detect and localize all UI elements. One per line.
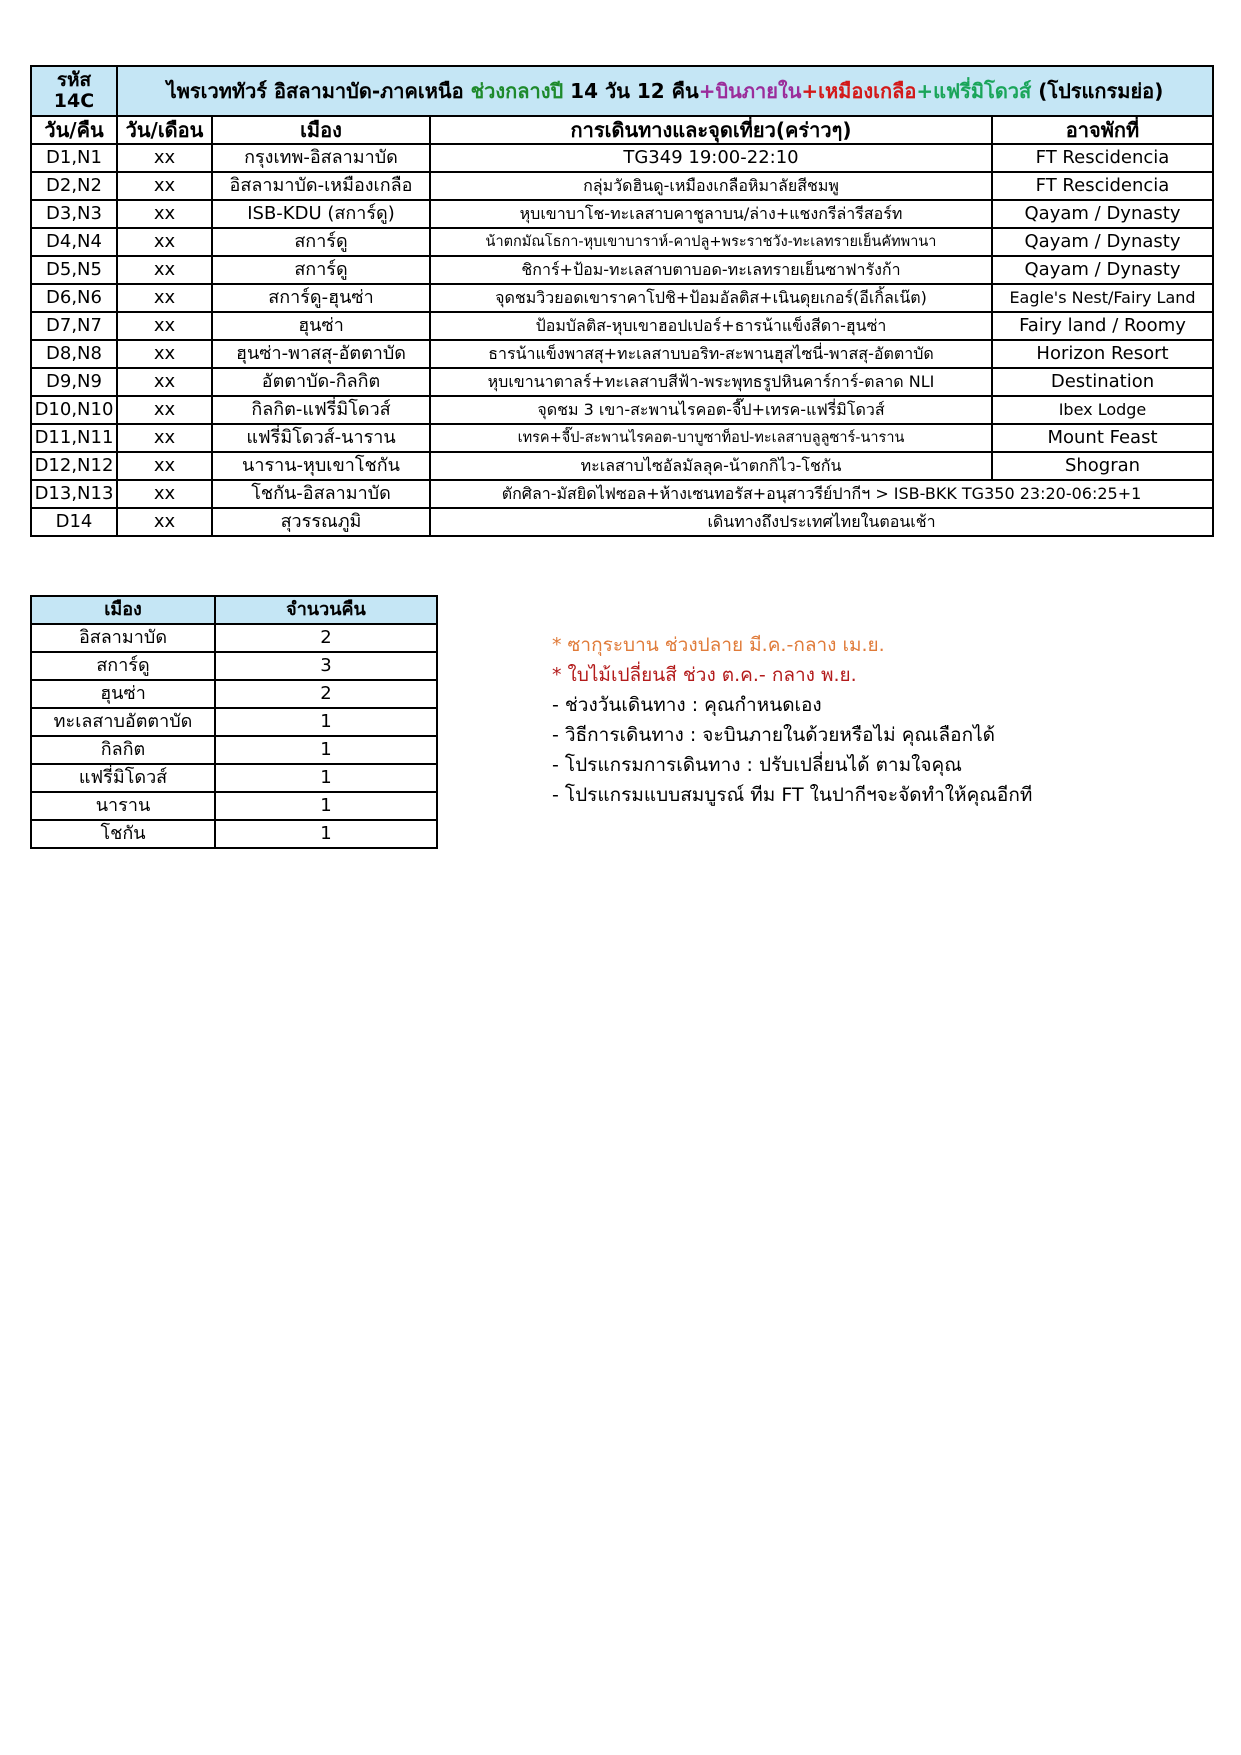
title-part2: 14 วัน 12 คืน [563,78,699,103]
column-header-city: เมือง [212,116,430,144]
itinerary-table [30,65,1214,537]
city-cell: ฮุนซ่า [212,312,430,340]
route-cell: จุดชมวิวยอดเขาราคาโปชิ+ป้อมอัลติส+เนินดุยเกอร์(อีเกิ้ลเน๊ต) [430,284,992,312]
day-cell: D14 [31,508,117,536]
day-cell: D9,N9 [31,368,117,396]
note-travel-method: - วิธีการเดินทาง : จะบินภายในด้วยหรือไม่ คุณเลือกได้ [552,724,995,746]
table-row [31,424,1213,452]
table-row [31,284,1213,312]
city-cell: สการ์ดู [212,228,430,256]
summary-nights: 1 [215,736,437,764]
table-row [31,508,1213,536]
date-cell: xx [117,144,212,172]
summary-nights: 3 [215,652,437,680]
hotel-cell: FT Rescidencia [992,172,1213,200]
table-row [31,172,1213,200]
summary-row [31,680,437,708]
hotel-cell: Qayam / Dynasty [992,256,1213,284]
summary-row [31,764,437,792]
route-cell: จุดชม 3 เขา-สะพานไรคอต-จี๊ป+เทรค-แฟรี่มิโดวส์ [430,396,992,424]
date-cell: xx [117,284,212,312]
route-cell: เดินทางถึงประเทศไทยในตอนเช้า [430,508,1213,536]
day-cell: D4,N4 [31,228,117,256]
table-row [31,340,1213,368]
date-cell: xx [117,172,212,200]
hotel-cell: Mount Feast [992,424,1213,452]
city-cell: ISB-KDU (สการ์ดู) [212,200,430,228]
day-cell: D10,N10 [31,396,117,424]
day-cell: D12,N12 [31,452,117,480]
summary-city: โชกัน [31,820,215,848]
city-cell: สุวรรณภูมิ [212,508,430,536]
route-cell: หุบเขาบาโช-ทะเลสาบคาชูลาบน/ล่าง+แชงกรีล่ารีสอร์ท [430,200,992,228]
table-row [31,452,1213,480]
day-cell: D13,N13 [31,480,117,508]
route-cell: ธารน้าแข็งพาสสุ+ทะเลสาบบอริท-สะพานฮุสไซนี่-พาสสุ-อัตตาบัด [430,340,992,368]
summary-nights: 2 [215,680,437,708]
city-cell: อิสลามาบัด-เหมืองเกลือ [212,172,430,200]
title-part1: ไพรเวททัวร์ อิสลามาบัด-ภาคเหนือ [166,78,471,103]
program-code-label: รหัส [56,69,92,91]
city-cell: นาราน-หุบเขาโชกัน [212,452,430,480]
notes-list [552,630,1032,810]
hotel-cell: Destination [992,368,1213,396]
city-cell: สการ์ดู-ฮุนซ่า [212,284,430,312]
hotel-cell: Shogran [992,452,1213,480]
table-row [31,368,1213,396]
table-row [31,200,1213,228]
summary-row [31,792,437,820]
date-cell: xx [117,340,212,368]
city-cell: กรุงเทพ-อิสลามาบัด [212,144,430,172]
summary-nights: 2 [215,624,437,652]
date-cell: xx [117,312,212,340]
city-cell: แฟรี่มิโดวส์-นาราน [212,424,430,452]
route-cell: หุบเขานาตาลร์+ทะเลสาบสีฟ้า-พระพุทธรูปหินคาร์การ์-ตลาด NLI [430,368,992,396]
hotel-cell: Qayam / Dynasty [992,200,1213,228]
note-travel-dates: - ช่วงวันเดินทาง : คุณกำหนดเอง [552,694,822,716]
day-cell: D2,N2 [31,172,117,200]
date-cell: xx [117,508,212,536]
column-header-date: วัน/เดือน [117,116,212,144]
date-cell: xx [117,228,212,256]
summary-city: ฮุนซ่า [31,680,215,708]
summary-header-nights: จำนวนคืน [215,596,437,624]
column-header-hotel: อาจพักที่ [992,116,1213,144]
summary-city: นาราน [31,792,215,820]
summary-row [31,624,437,652]
program-code-cell [31,66,117,116]
program-code-value: 14C [53,90,95,112]
title-addon-fairy-meadows: +แฟรี่มิโดวส์ [916,78,1032,103]
nights-summary-table [30,595,438,849]
summary-city: กิลกิต [31,736,215,764]
city-cell: ฮุนซ่า-พาสสุ-อัตตาบัด [212,340,430,368]
hotel-cell: Horizon Resort [992,340,1213,368]
date-cell: xx [117,396,212,424]
title-part3: (โปรแกรมย่อ) [1031,78,1164,103]
table-row [31,144,1213,172]
summary-nights: 1 [215,764,437,792]
route-cell: ชิการ์+ป้อม-ทะเลสาบตาบอด-ทะเลทรายเย็นซาฟารังก้า [430,256,992,284]
day-cell: D3,N3 [31,200,117,228]
route-cell: ตักศิลา-มัสยิดไฟซอล+ห้างเซนทอรัส+อนุสาวรีย์ปากีฯ > ISB-BKK TG350 23:20-06:25+1 [430,480,1213,508]
date-cell: xx [117,368,212,396]
day-cell: D5,N5 [31,256,117,284]
title-addon-salt-mine: +เหมืองเกลือ [801,78,917,103]
table-row [31,396,1213,424]
summary-row [31,652,437,680]
hotel-cell: Ibex Lodge [992,396,1213,424]
date-cell: xx [117,452,212,480]
city-cell: โชกัน-อิสลามาบัด [212,480,430,508]
summary-row [31,708,437,736]
note-sakura-season: * ซากุระบาน ช่วงปลาย มี.ค.-กลาง เม.ย. [552,634,885,656]
column-header-row [31,116,1213,144]
city-cell: สการ์ดู [212,256,430,284]
summary-row [31,820,437,848]
table-row [31,312,1213,340]
date-cell: xx [117,200,212,228]
column-header-day-night: วัน/คืน [31,116,117,144]
table-row [31,256,1213,284]
summary-nights: 1 [215,708,437,736]
day-cell: D8,N8 [31,340,117,368]
title-season: ช่วงกลางปี [470,78,564,103]
note-full-program: - โปรแกรมแบบสมบูรณ์ ทีม FT ในปากีฯจะจัดทำให้คุณอีกที [552,784,1033,806]
day-cell: D7,N7 [31,312,117,340]
note-autumn-season: * ใบไม้เปลี่ยนสี ช่วง ต.ค.- กลาง พ.ย. [552,664,857,686]
table-row [31,480,1213,508]
route-cell: เทรค+จี๊ป-สะพานไรคอต-บาบูซาท็อป-ทะเลสาบลูลูซาร์-นาราน [430,424,992,452]
day-cell: D6,N6 [31,284,117,312]
date-cell: xx [117,256,212,284]
day-cell: D1,N1 [31,144,117,172]
table-row [31,228,1213,256]
summary-row [31,736,437,764]
route-cell: ทะเลสาบไซอัลมัลลุค-น้าตกกิไว-โชกัน [430,452,992,480]
summary-header-row [31,596,437,624]
hotel-cell: Qayam / Dynasty [992,228,1213,256]
summary-nights: 1 [215,792,437,820]
title-row [31,66,1213,116]
city-cell: กิลกิต-แฟรี่มิโดวส์ [212,396,430,424]
city-cell: อัตตาบัด-กิลกิต [212,368,430,396]
day-cell: D11,N11 [31,424,117,452]
hotel-cell: FT Rescidencia [992,144,1213,172]
column-header-route: การเดินทางและจุดเที่ยว(คร่าวๆ) [430,116,992,144]
route-cell: ป้อมบัลติส-หุบเขาฮอปเปอร์+ธารน้าแข็งสีดา-ฮุนซ่า [430,312,992,340]
summary-city: ทะเลสาบอัตตาบัด [31,708,215,736]
note-program-flexible: - โปรแกรมการเดินทาง : ปรับเปลี่ยนได้ ตามใจคุณ [552,754,962,776]
summary-header-city: เมือง [31,596,215,624]
hotel-cell: Eagle's Nest/Fairy Land [992,284,1213,312]
hotel-cell: Fairy land / Roomy [992,312,1213,340]
route-cell: น้าตกมัณโธกา-หุบเขาบาราห์-คาปลู+พระราชวัง-ทะเลทรายเย็นคัทพานา [430,228,992,256]
summary-city: อิสลามาบัด [31,624,215,652]
title-addon-domestic-flight: +บินภายใน [698,78,802,103]
summary-nights: 1 [215,820,437,848]
program-title [117,66,1213,116]
date-cell: xx [117,480,212,508]
route-cell: กลุ่มวัดฮินดู-เหมืองเกลือหิมาลัยสีชมพู [430,172,992,200]
date-cell: xx [117,424,212,452]
summary-city: สการ์ดู [31,652,215,680]
route-cell: TG349 19:00-22:10 [430,144,992,172]
summary-city: แฟรี่มิโดวส์ [31,764,215,792]
